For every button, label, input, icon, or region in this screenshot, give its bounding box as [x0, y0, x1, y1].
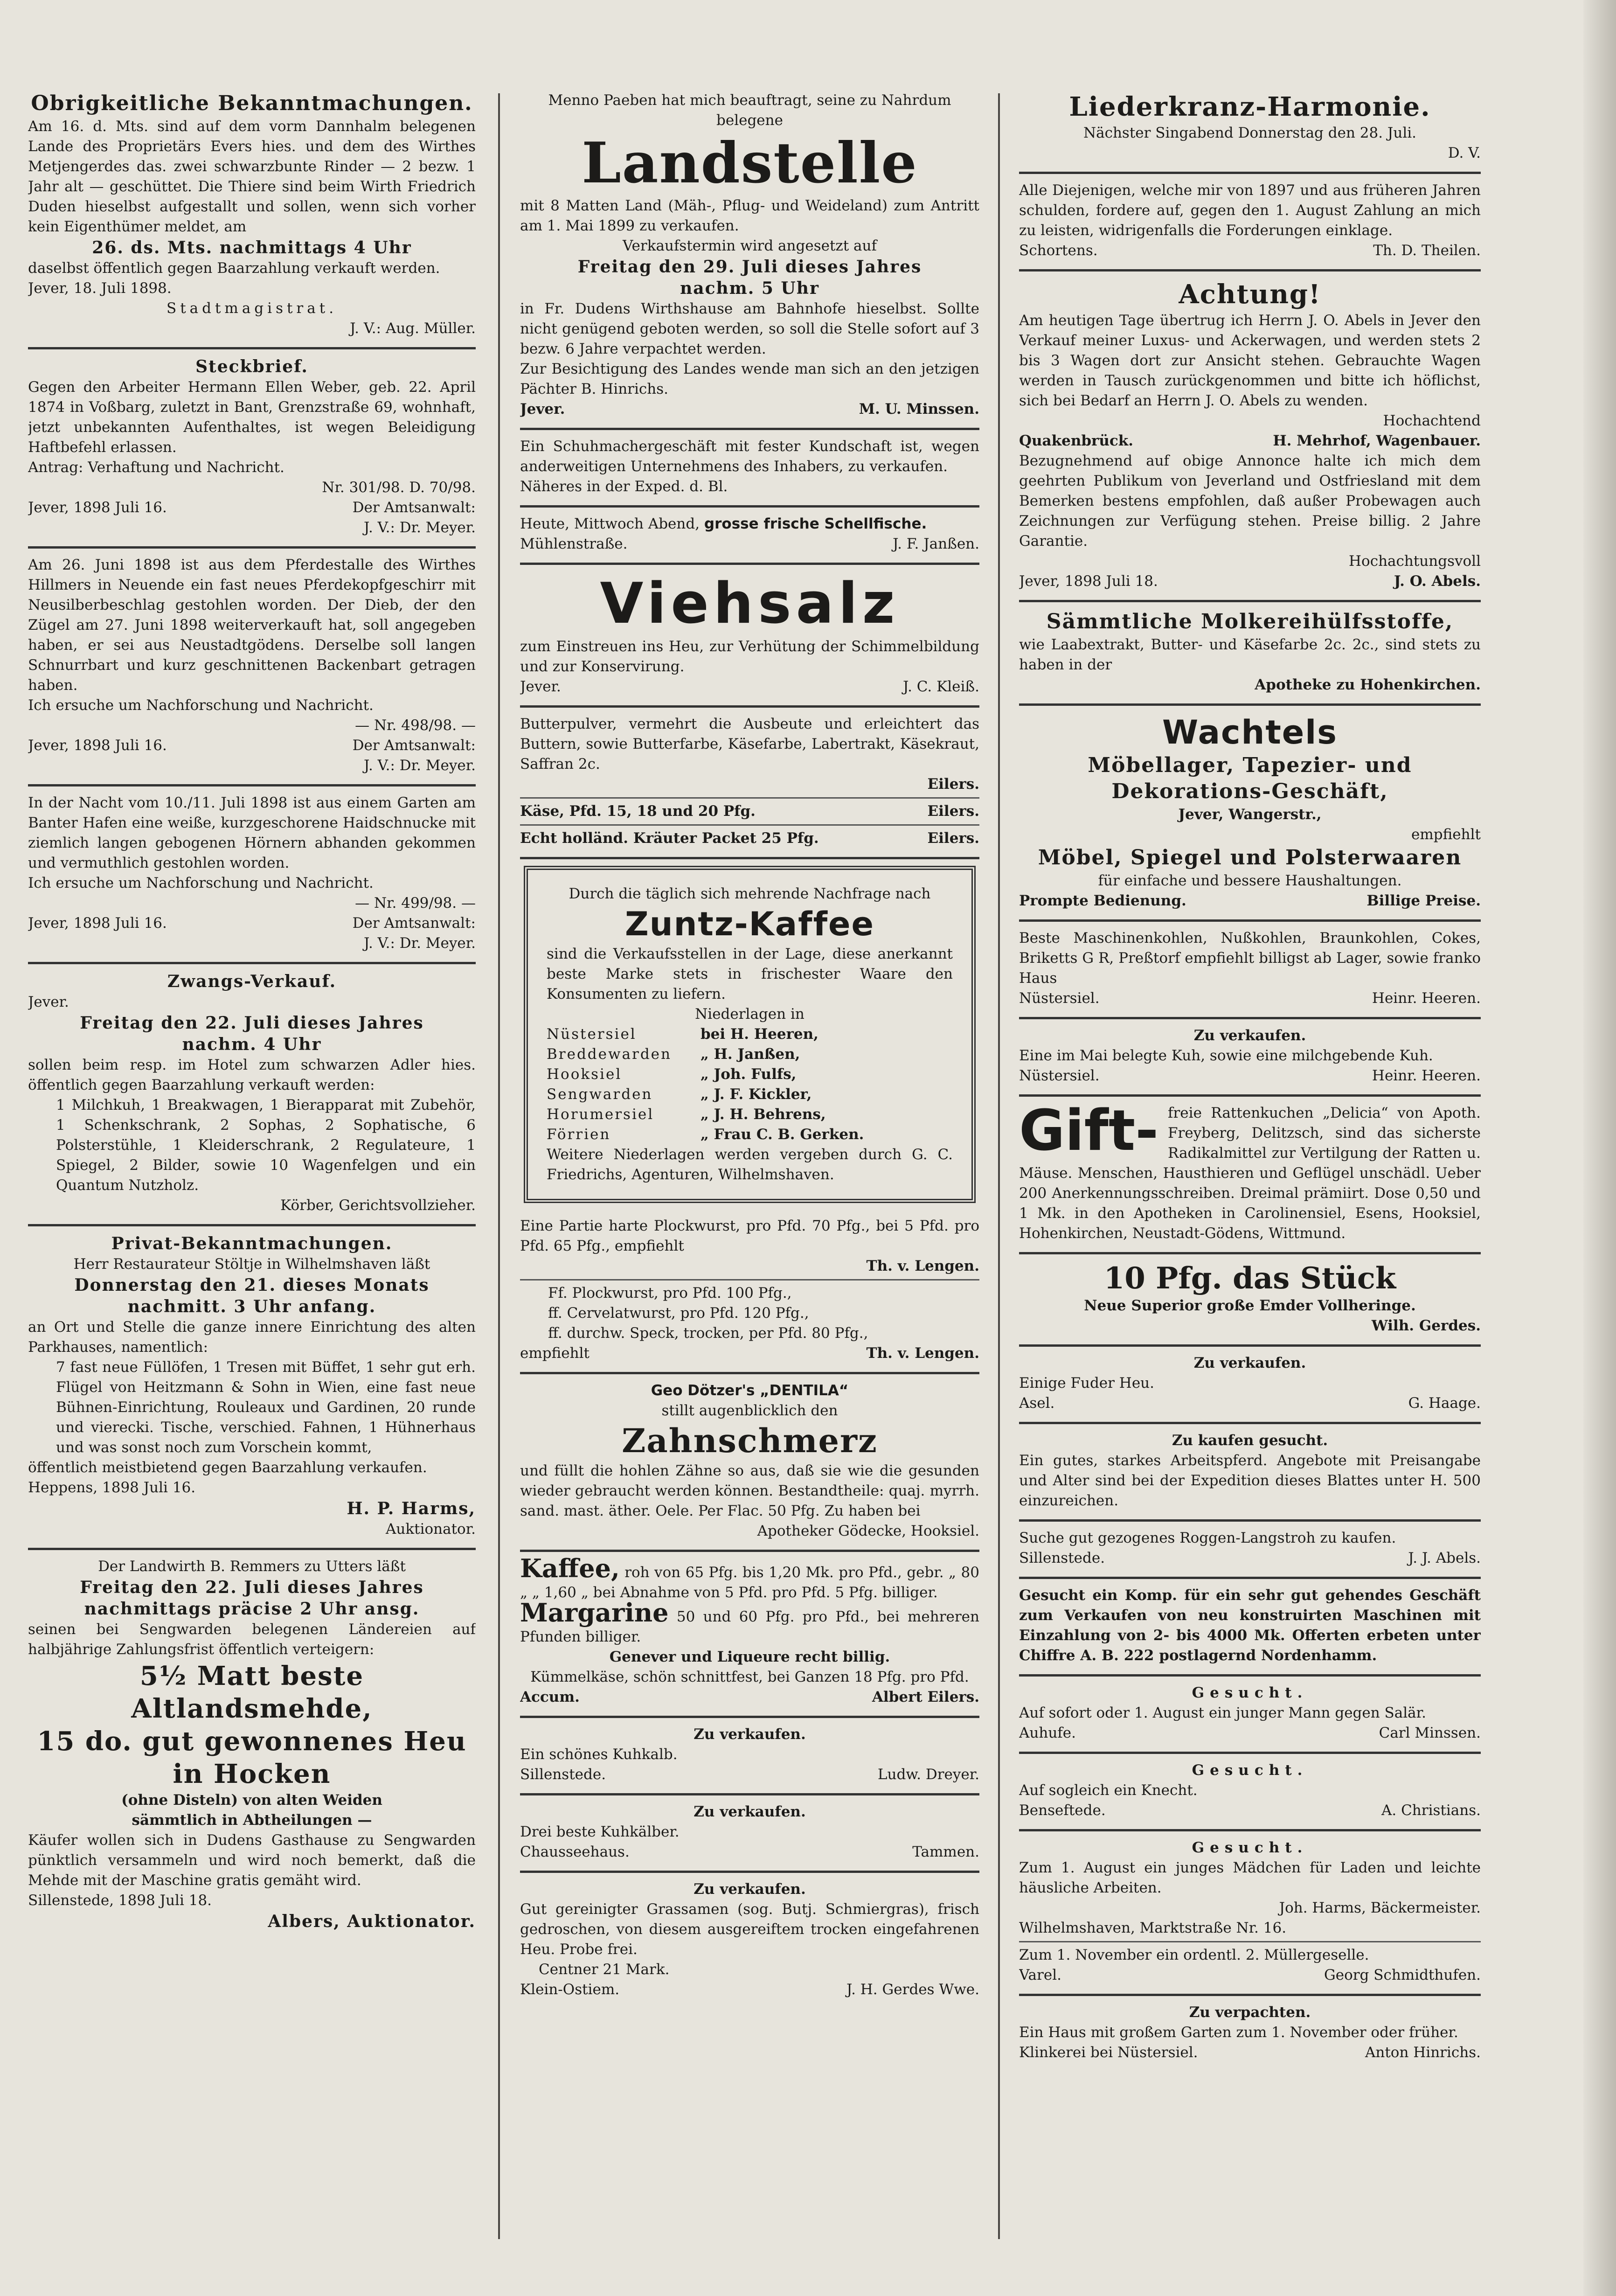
auction-headline: 15 do. gut gewonnenes Heu in Hocken	[37, 1726, 467, 1789]
auction-items: 7 fast neue Füllöfen, 1 Tresen mit Büffet, 1 sehr gut erh. Flügel von Heitzmann & Sohn in Wien, eine fast neue Bühnen-Einrichtung, Rouleaux und Gardinen, 20 runde und vierecki. Tische, verschied. Fahnen, 1 Hühnerhaus und was sonst noch zum Vorschein kommt,	[56, 1359, 476, 1456]
butter-sign: Eilers.	[927, 776, 979, 793]
sale-title: Zu verkaufen.	[694, 1803, 806, 1820]
dairy-ad	[1019, 602, 1481, 706]
auction-intro: Der Landwirth B. Remmers zu Utters läßt	[98, 1558, 406, 1575]
auction-headline: 5½ Matt beste Altlandsmehde,	[131, 1661, 373, 1724]
auction-place: Heppens, 1898 Juli 16.	[28, 1479, 196, 1496]
sale-sign: G. Haage.	[1408, 1395, 1481, 1412]
wanted-place: Wilhelmshaven, Marktstraße Nr. 16.	[1019, 1920, 1287, 1936]
herb-text: Echt holländ. Kräuter Packet 25 Pfg.	[520, 830, 819, 847]
farm-term: Verkaufstermin wird angesetzt auf	[623, 237, 877, 254]
sale-place: Klein-Ostiem.	[520, 1981, 620, 1998]
auction-date: Freitag den 22. Juli dieses Jahres	[80, 1578, 424, 1597]
cheese-text: Käse, Pfd. 15, 18 und 20 Pfg.	[520, 803, 756, 820]
theft-number: — Nr. 498/98. —	[355, 717, 476, 734]
theft-sign: J. V.: Dr. Meyer.	[363, 757, 476, 774]
theft-place: Jever, 1898 Juli 16.	[28, 737, 167, 754]
wanted-title: Gesucht.	[1192, 1762, 1308, 1779]
warrant-text: Gegen den Arbeiter Hermann Ellen Weber, geb. 22. April 1874 in Voßbarg, zuletzt in Bant, Grenzstraße 69, wohnhaft, jetzt unbekannten Aufenthaltes, ist wegen Beleidigung Haftbefehl erlassen.	[28, 379, 476, 456]
auction-sign: H. P. Harms,	[347, 1499, 476, 1518]
auction-text: an Ort und Stelle die ganze innere Einrichtung des alten Parkhauses, namentlich:	[28, 1319, 476, 1356]
sale-calves	[520, 1795, 979, 1873]
herring-title: 10 Pfg. das Stück	[1103, 1261, 1396, 1296]
sale-place: Asel.	[1019, 1395, 1055, 1412]
sausage-line: ff. durchw. Speck, trocken, per Pfd. 80 Pfg.,	[548, 1325, 868, 1342]
furniture-left: Prompte Bedienung.	[1019, 892, 1186, 909]
debt-notice	[1019, 174, 1481, 271]
warrant-sign: J. V.: Dr. Meyer.	[363, 519, 476, 536]
wanted-text: Ein gutes, starkes Arbeitspferd. Angebote mit Preisangabe und Alter sind bei der Expedition dieses Blattes unter H. 500 einzureichen.	[1019, 1452, 1481, 1509]
land-auction	[28, 1550, 476, 1941]
fish-place: Mühlenstraße.	[520, 536, 628, 552]
wanted-text: Zum 1. August ein junges Mädchen für Laden und leichte häusliche Arbeiten.	[1019, 1859, 1481, 1896]
dentila-sign: Apotheker Gödecke, Hooksiel.	[757, 1523, 979, 1539]
choir-text: Nächster Singabend Donnerstag den 28. Juli.	[1083, 125, 1416, 141]
lease-title: Zu verpachten.	[1189, 2004, 1311, 2021]
wanted-sign: Georg Schmidthufen.	[1324, 1967, 1481, 1983]
notice-sign: J. V.: Aug. Müller.	[350, 320, 476, 337]
page-edge	[1583, 0, 1616, 2296]
warrant-role: Der Amtsanwalt:	[352, 499, 476, 516]
dentila-sub: stillt augenblicklich den	[661, 1402, 838, 1419]
wanted-text: Auf sogleich ein Knecht.	[1019, 1782, 1198, 1799]
shoe-text: Ein Schuhmachergeschäft mit fester Kundschaft ist, wegen anderweitigen Unternehmens des Inhabers, zu verkaufen.	[520, 438, 979, 475]
theft-text: Am 26. Juni 1898 ist aus dem Pferdestalle des Wirthes Hillmers in Neuende ein fast neues Pferdekopfgeschirr mit Neusilberbeschlag gestohlen worden. Der Dieb, der den Zügel am 27. Juni 1898 weiterverkauft hat, soll angegeben haben, er sei aus Neustadtgödens. Derselbe soll langen Schnurrbart und kurz geschnittenen Backenbart getragen haben.	[28, 557, 476, 694]
sausage-ad	[520, 1210, 979, 1374]
shoe-shop	[520, 430, 979, 508]
theft-text: In der Nacht vom 10./11. Juli 1898 ist aus einem Garten am Banter Hafen eine weiße, kurzgeschorene Haidschnucke mit ziemlich langen gebogenen Hörnern abhanden gekommen und vermuthlich gestohlen worden.	[28, 794, 476, 871]
coffee-place: Accum.	[520, 1689, 580, 1705]
wagon-place: Jever, 1898 Juli 18.	[1019, 573, 1158, 590]
sale-sign: Ludw. Dreyer.	[877, 1766, 979, 1783]
wanted-place: Auhufe.	[1019, 1725, 1076, 1741]
dairy-sign: Apotheke zu Hohenkirchen.	[1255, 676, 1481, 693]
gift-text: freie Rattenkuchen „Delicia“ von Apoth. Freyberg, Delitzsch, sind das sicherste Radikalmittel zur Vertilgung der Ratten u. Mäuse. Menschen, Hausthieren und Geflügel unschädl. Ueber 200 Anerkennungsschreiben. Dreimal prämiirt. Dose 0,50 und 1 Mk. in den Apotheken in Carolinensiel, Esens, Hooksiel, Hohenkirchen, Neustadt-Gödens, Wittmund.	[1019, 1105, 1481, 1242]
furniture-big: Möbel, Spiegel und Polsterwaaren	[1038, 846, 1462, 870]
salt-place: Jever.	[520, 678, 561, 695]
furniture-text: für einfache und bessere Haushaltungen.	[1098, 872, 1402, 889]
lease-sign: Anton Hinrichs.	[1365, 2044, 1481, 2061]
dentila-intro: Geo Dötzer's „DENTILA“	[651, 1382, 849, 1399]
theft-role: Der Amtsanwalt:	[352, 915, 476, 932]
cow-sale	[1019, 1019, 1481, 1097]
debt-sign: Th. D. Theilen.	[1373, 242, 1481, 259]
farm-text: mit 8 Matten Land (Mäh-, Pflug- und Weideland) zum Antritt am 1. Mai 1899 zu verkaufen.	[520, 197, 979, 234]
wanted-title: Gesucht.	[1192, 1684, 1308, 1701]
horse-wanted	[1019, 1424, 1481, 1522]
theft-ask: Ich ersuche um Nachforschung und Nachricht.	[28, 697, 374, 714]
farm-time: nachm. 5 Uhr	[680, 278, 819, 298]
dairy-title: Sämmtliche Molkereihülfsstoffe,	[1046, 610, 1454, 633]
dealer-row: Hooksiel „ Joh. Fulfs,	[547, 1066, 797, 1083]
farm-title: Landstelle	[582, 130, 918, 196]
wanted-text: Zum 1. November ein ordentl. 2. Müllergeselle.	[1019, 1947, 1369, 1963]
wanted-3	[1019, 1831, 1481, 1996]
sale-sign: J. H. Gerdes Wwe.	[846, 1981, 979, 1998]
notice-text: daselbst öffentlich gegen Baarzahlung verkauft werden.	[28, 260, 440, 277]
sale-price: Centner 21 Mark.	[539, 1961, 670, 1978]
shoe-note: Näheres in der Exped. d. Bl.	[520, 478, 728, 495]
farm-text: in Fr. Dudens Wirthshause am Bahnhofe hieselbst. Sollte nicht genügend geboten werden, so soll die Stelle sofort auf 3 bezw. 6 Jahre verpachtet werden.	[520, 300, 979, 357]
wanted-place: Benseftede.	[1019, 1802, 1106, 1819]
wanted-text: Auf sofort oder 1. August ein junger Mann gegen Salär.	[1019, 1705, 1426, 1721]
lease-ad	[1019, 1996, 1481, 2071]
butter-ad	[520, 708, 979, 859]
fish-bold: grosse frische Schellfische.	[704, 515, 927, 532]
notice-place: Jever, 18. Juli 1898.	[28, 280, 172, 297]
sale-time: nachm. 4 Uhr	[182, 1035, 322, 1054]
furniture-place: Jever, Wangerstr.,	[1178, 806, 1322, 823]
column-right	[1019, 84, 1481, 2071]
warrant-request: Antrag: Verhaftung und Nachricht.	[28, 459, 284, 476]
sale-place: Sillenstede.	[520, 1766, 606, 1783]
wanted-title: Gesucht.	[1192, 1839, 1308, 1856]
straw-wanted	[1019, 1522, 1481, 1579]
coal-sign: Heinr. Heeren.	[1372, 990, 1481, 1007]
private-notices	[28, 1226, 476, 1550]
wagon-text: Am heutigen Tage übertrug ich Herrn J. O. Abels in Jever den Verkauf meiner Luxus- und Ackerwagen, und werden stets 2 bis 3 Wagen dort zur Ansicht stehen. Gebrauchte Wagen werden in Tausch zurückgenommen und bitte ich höflichst, sich bei Bedarf an Herrn J. O. Abels zu wenden.	[1019, 312, 1481, 409]
fish-ad	[520, 508, 979, 565]
sausage-text: Eine Partie harte Plockwurst, pro Pfd. 70 Pfg., bei 5 Pfd. pro Pfd. 65 Pfg., empfiehlt	[520, 1218, 979, 1254]
dentila-ad	[520, 1374, 979, 1552]
auction-time: nachmittags präcise 2 Uhr ansg.	[84, 1599, 420, 1619]
warrant-place: Jever, 1898 Juli 16.	[28, 499, 167, 516]
wagon-title: Achtung!	[1179, 279, 1321, 310]
cheese-sign: Eilers.	[927, 803, 979, 820]
sale-text: Einige Fuder Heu.	[1019, 1375, 1155, 1392]
sale-text: Gut gereinigter Grassamen (sog. Butj. Schmiergras), frisch gedroschen, von diesem ausgereiftem trocken eingefahrenen Heu. Probe frei.	[520, 1901, 979, 1958]
auction-place: Sillenstede, 1898 Juli 18.	[28, 1892, 212, 1909]
coffee-sign: Albert Eilers.	[872, 1689, 979, 1705]
wagon-regards: Hochachtend	[1383, 412, 1481, 429]
theft-notice	[28, 549, 476, 786]
genever-text: Genever und Liqueure recht billig.	[609, 1649, 890, 1665]
theft-sign: J. V.: Dr. Meyer.	[363, 935, 476, 952]
rat-poison-ad	[1019, 1097, 1481, 1254]
sale-text: sollen beim resp. im Hotel zum schwarzen Adler hies. öffentlich gegen Baarzahlung verkauft werden:	[28, 1057, 476, 1093]
fish-text: Heute, Mittwoch Abend,	[520, 515, 700, 532]
dentila-title: Zahnschmerz	[622, 1421, 878, 1460]
auction-sub: sämmtlich in Abtheilungen —	[132, 1812, 372, 1829]
wanted-title: Zu kaufen gesucht.	[1172, 1432, 1328, 1449]
farm-sign: M. U. Minssen.	[859, 401, 979, 417]
farm-place: Jever.	[520, 401, 565, 417]
wagon-regards: Hochachtungsvoll	[1349, 553, 1481, 570]
wanted-text: Suche gut gezogenes Roggen-Langstroh zu kaufen.	[1019, 1530, 1396, 1546]
sale-sign: Tammen.	[912, 1844, 979, 1860]
coffee-intro: Durch die täglich sich mehrende Nachfrage nach	[569, 885, 931, 902]
farm-date: Freitag den 29. Juli dieses Jahres	[577, 257, 922, 277]
sale-text: Ein schönes Kuhkalb.	[520, 1746, 678, 1763]
wanted-text: Gesucht ein Komp. für ein sehr gut gehendes Geschäft zum Verkaufen von neu konstruirten Maschinen mit Einzahlung von 2- bis 4000 Mk. Offerten erbeten unter Chiffre A. B. 222 postlagernd Nordenhamm.	[1019, 1587, 1481, 1664]
dealer-row: Förrien „ Frau C. B. Gerken.	[547, 1126, 864, 1143]
auction-sign: Albers, Auktionator.	[268, 1912, 476, 1931]
margarine-prices: 50 und 60 Pfg. pro Pfd., bei mehreren Pfunden billiger.	[520, 1608, 979, 1645]
choir-ad	[1019, 84, 1481, 174]
lease-place: Klinkerei bei Nüstersiel.	[1019, 2044, 1198, 2061]
dentila-text: und füllt die hohlen Zähne so aus, daß sie wie die gesunden wieder gebraucht werden können. Bestandtheile: quaj. myrrh. sand. mast. äther. Oele. Per Flac. 50 Pfg. Zu haben bei	[520, 1462, 979, 1519]
wanted-sign: Joh. Harms, Bäckermeister.	[1279, 1899, 1481, 1916]
sale-title: Zu verkaufen.	[1193, 1355, 1306, 1371]
coffee-margarine-ad	[520, 1552, 979, 1718]
wanted-sign: Carl Minssen.	[1379, 1725, 1481, 1741]
sale-date: Freitag den 22. Juli dieses Jahres	[80, 1013, 424, 1033]
warrant	[28, 349, 476, 549]
official-notices	[28, 84, 476, 349]
sausage-line: ff. Cervelatwurst, pro Pfd. 120 Pfg.,	[548, 1305, 809, 1322]
warrant-number: Nr. 301/98. D. 70/98.	[322, 479, 476, 496]
sale-sign: Körber, Gerichtsvollzieher.	[280, 1197, 476, 1214]
sausage-sign: Th. v. Lengen.	[866, 1258, 979, 1274]
column-left	[28, 84, 476, 1941]
partner-wanted	[1019, 1579, 1481, 1677]
auction-end: öffentlich meistbietend gegen Baarzahlung verkaufen.	[28, 1459, 427, 1476]
coffee-label: Kaffee,	[520, 1553, 620, 1583]
dealer-row: Sengwarden „ J. F. Kickler,	[547, 1086, 812, 1103]
sale-place: Nüstersiel.	[1019, 1067, 1100, 1084]
lease-text: Ein Haus mit großem Garten zum 1. November oder früher.	[1019, 2024, 1458, 2041]
furniture-title: Wachtels	[1162, 713, 1338, 751]
margarine-label: Margarine	[520, 1598, 669, 1628]
theft-number: — Nr. 499/98. —	[355, 895, 476, 911]
coffee-stores-label: Niederlagen in	[695, 1006, 805, 1023]
coal-place: Nüstersiel.	[1019, 990, 1100, 1007]
butter-text: Butterpulver, vermehrt die Ausbeute und erleichtert das Buttern, sowie Butterfarbe, Käsefarbe, Labertrakt, Käsekraut, Saffran 2c.	[520, 716, 979, 772]
sale-sign: Heinr. Heeren.	[1372, 1067, 1481, 1084]
wanted-sign: A. Christians.	[1381, 1802, 1481, 1819]
sale-grass	[520, 1873, 979, 2008]
auction-text: seinen bei Sengwarden belegenen Ländereien auf halbjährige Zahlungsfrist öffentlich verteigern:	[28, 1621, 476, 1658]
wanted-place: Sillenstede.	[1019, 1550, 1105, 1566]
furniture-emp: empfiehlt	[1411, 826, 1481, 843]
choir-title: Liederkranz-Harmonie.	[1069, 91, 1431, 122]
salt-title: Viehsalz	[600, 571, 900, 636]
herring-sign: Wilh. Gerdes.	[1371, 1317, 1481, 1334]
auction-date: Donnerstag den 21. dieses Monats	[74, 1275, 430, 1295]
auction-sub: (ohne Disteln) von alten Weiden	[121, 1792, 382, 1809]
wagon-ad	[1019, 271, 1481, 602]
salt-ad	[520, 565, 979, 708]
auction-time: nachmitt. 3 Uhr anfang.	[127, 1297, 376, 1316]
sale-items: 1 Milchkuh, 1 Breakwagen, 1 Bierapparat mit Zubehör, 1 Schenkschrank, 2 Sophas, 2 Sophatische, 6 Polsterstühle, 1 Kleiderschrank, 2 Regulateure, 1 Spiegel, 2 Bilder, sowie 10 Wagenfelgen und ein Quantum Nutzholz.	[56, 1097, 476, 1194]
notice-date: 26. ds. Mts. nachmittags 4 Uhr	[92, 238, 412, 257]
sale-title: Zu verkaufen.	[694, 1881, 806, 1898]
sausage-line: Ff. Plockwurst, pro Pfd. 100 Pfg.,	[548, 1285, 792, 1301]
sale-text: Drei beste Kuhkälber.	[520, 1823, 680, 1840]
sale-title: Zu verkaufen.	[1193, 1027, 1306, 1044]
choir-sign: D. V.	[1448, 145, 1481, 161]
cumin-cheese: Kümmelkäse, schön schnittfest, bei Ganzen 18 Pfg. pro Pfd.	[530, 1669, 969, 1685]
sale-place: Jever.	[28, 994, 69, 1010]
coffee-title: Zuntz-Kaffee	[624, 905, 875, 943]
dealer-row: Breddewarden „ H. Janßen,	[547, 1046, 800, 1063]
coal-ad	[1019, 922, 1481, 1019]
furniture-ad	[1019, 706, 1481, 922]
sale-calf	[520, 1718, 979, 1795]
column-rule	[998, 93, 1000, 2239]
auction-text: Käufer wollen sich in Dudens Gasthause zu Sengwarden pünktlich versammeln und wird noch bemerkt, daß die Mehde mit der Maschine gratis gemäht wird.	[28, 1832, 476, 1889]
section-title: Obrigkeitliche Bekanntmachungen.	[31, 91, 473, 115]
zuntz-coffee-ad	[524, 866, 976, 1203]
hay-sale	[1019, 1347, 1481, 1424]
dealer-row: Horumersiel „ J. H. Behrens,	[547, 1106, 826, 1123]
forced-sale	[28, 964, 476, 1226]
theft-place: Jever, 1898 Juli 16.	[28, 915, 167, 932]
coffee-prices: roh von 65 Pfg. bis 1,20 Mk. pro Pfd., gebr. „ 80 „ „ 1,60 „ bei Abnahme von 5 Pfd. pro Pfd. 5 Pfg. billiger.	[520, 1564, 979, 1601]
debt-text: Alle Diejenigen, welche mir von 1897 und aus früheren Jahren schulden, fordere auf, gegen den 1. August Zahlung an mich zu leisten, widrigenfalls die Forderungen einklage.	[1019, 182, 1481, 239]
notice-office: Stadtmagistrat.	[166, 300, 338, 317]
furniture-sub: Möbellager, Tapezier- und Dekorations-Geschäft,	[1088, 753, 1412, 803]
wanted-place: Varel.	[1019, 1967, 1061, 1983]
notice-text: Am 16. d. Mts. sind auf dem vorm Dannhalm belegenen Lande des Proprietärs Evers hies. und dem des Wirthes Metjengerdes das. zwei schwarzbunte Rinder — 2 bezw. 1 Jahr alt — geschüttet. Die Thiere sind beim Wirth Friedrich Duden hieselbst aufgestallt und sollen, wenn sich vorher kein Eigenthümer meldet, am	[28, 118, 476, 235]
wagon-sign: H. Mehrhof, Wagenbauer.	[1273, 432, 1481, 449]
salt-text: zum Einstreuen ins Heu, zur Verhütung der Schimmelbildung und zur Konservirung.	[520, 638, 979, 675]
section-title: Steckbrief.	[195, 357, 308, 376]
farm-sale	[520, 84, 979, 430]
auction-role: Auktionator.	[385, 1521, 476, 1538]
herb-sign: Eilers.	[927, 830, 979, 847]
salt-sign: J. C. Kleiß.	[903, 678, 979, 695]
theft-notice	[28, 786, 476, 964]
fish-sign: J. F. Janßen.	[893, 536, 979, 552]
sausage-sign: Th. v. Lengen.	[866, 1345, 979, 1362]
dealer-row: Nüstersiel bei H. Heeren,	[547, 1026, 818, 1043]
theft-role: Der Amtsanwalt:	[352, 737, 476, 754]
theft-ask: Ich ersuche um Nachforschung und Nachricht.	[28, 875, 374, 891]
debt-place: Schortens.	[1019, 242, 1098, 259]
wanted-1	[1019, 1677, 1481, 1754]
column-middle	[520, 84, 979, 2008]
coffee-more: Weitere Niederlagen werden vergeben durch G. C. Friedrichs, Agenturen, Wilhelmshaven.	[547, 1146, 953, 1183]
coffee-text: sind die Verkaufsstellen in der Lage, diese anerkannt beste Marke stets in frischester Waare den Konsumenten zu liefern.	[547, 946, 953, 1002]
farm-text: Zur Besichtigung des Landes wende man sich an den jetzigen Pächter B. Hinrichs.	[520, 361, 979, 397]
dairy-text: wie Laabextrakt, Butter- und Käsefarbe 2c. 2c., sind stets zu haben in der	[1019, 636, 1481, 673]
wanted-2	[1019, 1754, 1481, 1831]
wanted-sign: J. J. Abels.	[1408, 1550, 1481, 1566]
section-title: Privat-Bekanntmachungen.	[111, 1234, 393, 1253]
wagon-place: Quakenbrück.	[1019, 432, 1134, 449]
auction-intro: Herr Restaurateur Stöltje in Wilhelmshaven läßt	[73, 1256, 430, 1273]
herring-text: Neue Superior große Emder Vollheringe.	[1084, 1297, 1416, 1314]
coal-text: Beste Maschinenkohlen, Nußkohlen, Braunkohlen, Cokes, Briketts G R, Preßtorf empfiehlt billigst ab Lager, sowie franko Haus	[1019, 930, 1481, 987]
sale-title: Zu verkaufen.	[694, 1726, 806, 1743]
sausage-emp: empfiehlt	[520, 1345, 590, 1362]
section-title: Zwangs-Verkauf.	[167, 972, 337, 991]
wagon-sign: J. O. Abels.	[1394, 573, 1481, 590]
gift-title: Gift-	[1019, 1099, 1159, 1163]
wagon-text: Bezugnehmend auf obige Annonce halte ich mich dem geehrten Publikum von Jeverland und Ostfriesland mit dem Bemerken bestens empfohlen, daß außer Probewagen auch Zeichnungen zur Verfügung stehen. Preise billig. 2 Jahre Garantie.	[1019, 452, 1481, 550]
furniture-right: Billige Preise.	[1366, 892, 1481, 909]
column-rule	[498, 93, 500, 2239]
farm-intro: Menno Paeben hat mich beauftragt, seine zu Nahrdum belegene	[548, 92, 951, 129]
sale-place: Chausseehaus.	[520, 1844, 630, 1860]
sale-text: Eine im Mai belegte Kuh, sowie eine milchgebende Kuh.	[1019, 1047, 1433, 1064]
herring-ad	[1019, 1254, 1481, 1347]
